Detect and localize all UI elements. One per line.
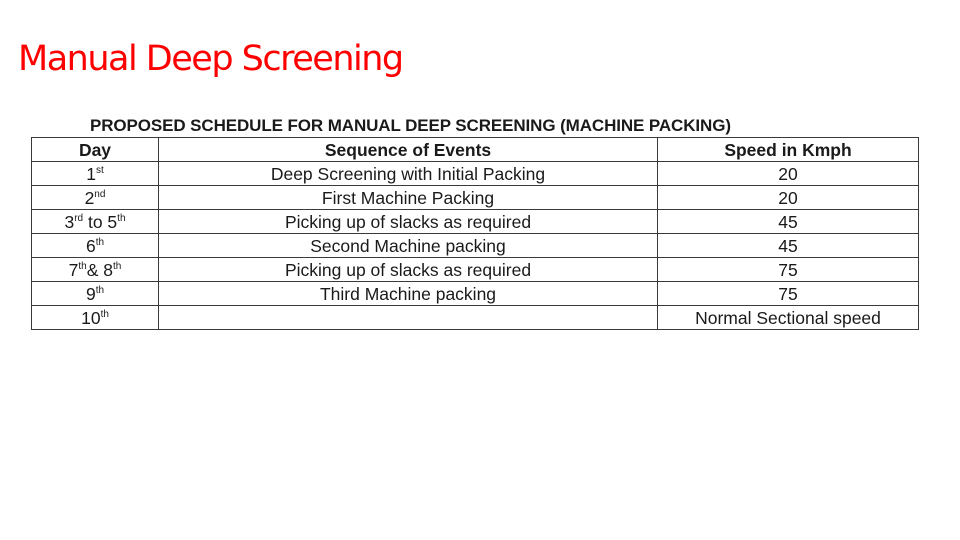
- day-sup: th: [95, 236, 105, 248]
- day-num: 3: [64, 211, 75, 232]
- cell-day: [32, 282, 159, 306]
- cell-day: [32, 258, 159, 282]
- cell-speed: Normal Sectional speed: [658, 306, 919, 330]
- day-num: 10: [81, 307, 101, 328]
- day-sup: th: [78, 260, 87, 272]
- day-sup: rd: [74, 212, 84, 224]
- day-joiner: & 8: [86, 259, 113, 280]
- cell-speed: 75: [658, 282, 919, 306]
- day-sup: th: [95, 284, 105, 296]
- schedule-table: [31, 137, 919, 330]
- header-speed: Speed in Kmph: [658, 138, 919, 162]
- cell-day: [32, 306, 159, 330]
- table-row: [32, 186, 919, 210]
- day-num: 1: [86, 163, 96, 184]
- cell-sequence: Third Machine packing: [159, 282, 658, 306]
- table-row: [32, 258, 919, 282]
- cell-day: [32, 162, 159, 186]
- day-sup: th: [100, 308, 109, 320]
- table-body: [32, 162, 919, 330]
- cell-sequence: First Machine Packing: [159, 186, 658, 210]
- cell-day: [32, 186, 159, 210]
- table-header-row: [32, 138, 919, 162]
- table-row: [32, 234, 919, 258]
- cell-speed: 45: [658, 210, 919, 234]
- header-sequence: Sequence of Events: [159, 138, 658, 162]
- cell-sequence: Picking up of slacks as required: [159, 210, 658, 234]
- cell-sequence: Second Machine packing: [159, 234, 658, 258]
- cell-day: [32, 210, 159, 234]
- table-row: [32, 210, 919, 234]
- day-sup2: th: [113, 260, 122, 272]
- cell-speed: 20: [658, 162, 919, 186]
- cell-speed: 20: [658, 186, 919, 210]
- day-sup: nd: [94, 188, 106, 200]
- slide-title: Manual Deep Screening: [18, 39, 403, 79]
- day-sup: st: [95, 164, 104, 176]
- table-row: [32, 306, 919, 330]
- cell-sequence: Picking up of slacks as required: [159, 258, 658, 282]
- day-num: 9: [85, 283, 96, 304]
- table-caption: PROPOSED SCHEDULE FOR MANUAL DEEP SCREENING (MACHINE PACKING): [90, 116, 731, 135]
- cell-day: [32, 234, 159, 258]
- cell-sequence: [159, 306, 658, 330]
- day-num: 7: [68, 259, 79, 280]
- cell-speed: 75: [658, 258, 919, 282]
- cell-speed: 45: [658, 234, 919, 258]
- day-joiner: to 5: [83, 211, 118, 232]
- day-num: 6: [85, 235, 96, 256]
- cell-sequence: Deep Screening with Initial Packing: [159, 162, 658, 186]
- day-num: 2: [84, 187, 95, 208]
- header-day: Day: [32, 138, 159, 162]
- table-row: [32, 162, 919, 186]
- day-sup2: th: [117, 212, 126, 224]
- table-row: [32, 282, 919, 306]
